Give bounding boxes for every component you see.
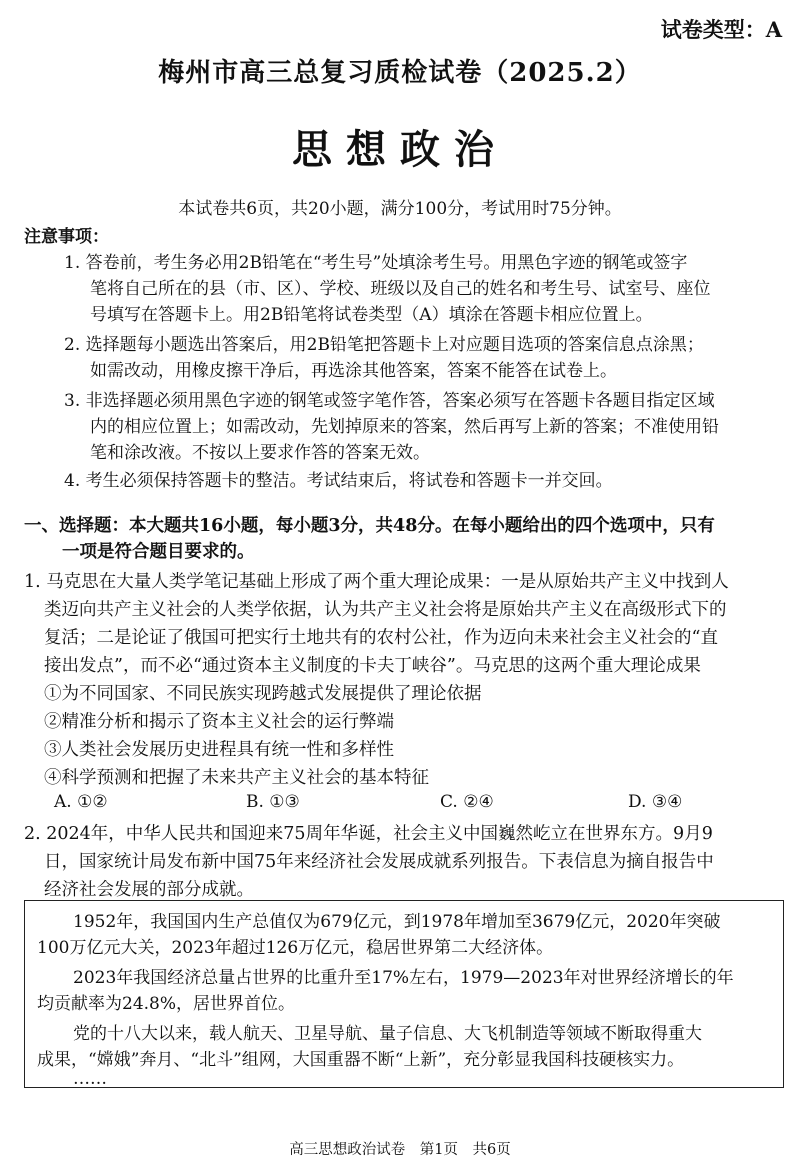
material-line: 2023年我国经济总量占世界的比重升至17%左右，1979—2023年对世界经济增长的年 (73, 968, 734, 988)
question-stem-line: 2. 2024年，中华人民共和国迎来75周年华诞，社会主义中国巍然屹立在世界东方。9月9 (24, 824, 713, 844)
material-line: 党的十八大以来，载人航天、卫星导航、量子信息、大飞机制造等领域不断取得重大 (73, 1024, 702, 1044)
statement-item: ④科学预测和把握了未来共产主义社会的基本特征 (44, 768, 429, 788)
notice-line: 内的相应位置上；如需改动，先划掉原来的答案，然后再写上新的答案；不准使用铅 (90, 417, 719, 437)
option-b: B. ①③ (246, 792, 300, 812)
material-line: 成果，“嫦娥”奔月、“北斗”组网，大国重器不断“上新”，充分彰显我国科技硬核实力。 (37, 1050, 685, 1070)
question-stem-line: 接出发点”，而不必“通过资本主义制度的卡夫丁峡谷”。马克思的这两个重大理论成果 (44, 656, 701, 676)
notice-line: 2. 选择题每小题选出答案后，用2B铅笔把答题卡上对应题目选项的答案信息点涂黑； (64, 335, 704, 355)
statement-item: ①为不同国家、不同民族实现跨越式发展提供了理论依据 (44, 684, 482, 704)
material-line: 100万亿元大关，2023年超过126万亿元，稳居世界第二大经济体。 (37, 938, 554, 958)
material-box (24, 900, 784, 1088)
page-footer: 高三思想政治试卷 第1页 共6页 (289, 1142, 511, 1158)
notice-line: 笔和涂改液。不按以上要求作答的答案无效。 (90, 443, 430, 463)
option-a: A. ①② (54, 792, 108, 812)
material-ellipsis: …… (73, 1069, 107, 1089)
option-d: D. ③④ (628, 792, 683, 812)
question-stem-line: 复活；二是论证了俄国可把实行土地共有的农村公社，作为迈向未来社会主义社会的“直 (44, 628, 718, 648)
notice-heading: 注意事项： (24, 227, 109, 247)
section-heading-cont: 一项是符合题目要求的。 (62, 542, 255, 562)
question-stem-line: 经济社会发展的部分成就。 (44, 880, 254, 900)
section-heading: 一、选择题：本大题共16小题，每小题3分，共48分。在每小题给出的四个选项中，只有 (24, 516, 715, 536)
question-stem-line: 日，国家统计局发布新中国75年来经济社会发展成就系列报告。下表信息为摘自报告中 (44, 852, 714, 872)
exam-title: 梅州市高三总复习质检试卷（2025.2） (158, 58, 642, 88)
subject-title: 思想政治 (292, 126, 508, 173)
material-line: 均贡献率为24.8%，居世界首位。 (37, 994, 296, 1014)
exam-intro: 本试卷共6页，共20小题，满分100分，考试用时75分钟。 (178, 199, 622, 219)
material-line: 1952年，我国国内生产总值仅为679亿元，到1978年增加至3679亿元，2020年突破 (73, 912, 721, 932)
question-stem-line: 类迈向共产主义社会的人类学依据，认为共产主义社会将是原始共产主义在高级形式下的 (44, 600, 727, 620)
notice-line: 3. 非选择题必须用黑色字迹的钢笔或签字笔作答，答案必须写在答题卡各题目指定区域 (64, 391, 715, 411)
paper-type-label: 试卷类型：A (660, 17, 782, 42)
notice-line: 4. 考生必须保持答题卡的整洁。考试结束后，将试卷和答题卡一并交回。 (64, 471, 613, 491)
notice-line: 号填写在答题卡上。用2B铅笔将试卷类型（A）填涂在答题卡相应位置上。 (90, 305, 653, 325)
statement-item: ③人类社会发展历史进程具有统一性和多样性 (44, 740, 394, 760)
question-stem-line: 1. 马克思在大量人类学笔记基础上形成了两个重大理论成果：一是从原始共产主义中找到人 (24, 572, 729, 592)
notice-line: 如需改动，用橡皮擦干净后，再选涂其他答案，答案不能答在试卷上。 (90, 361, 617, 381)
notice-line: 1. 答卷前，考生务必用2B铅笔在“考生号”处填涂考生号。用黑色字迹的钢笔或签字 (64, 253, 688, 273)
statement-item: ②精准分析和揭示了资本主义社会的运行弊端 (44, 712, 394, 732)
option-c: C. ②④ (440, 792, 494, 812)
notice-line: 笔将自己所在的县（市、区）、学校、班级以及自己的姓名和考生号、试室号、座位 (90, 279, 711, 299)
